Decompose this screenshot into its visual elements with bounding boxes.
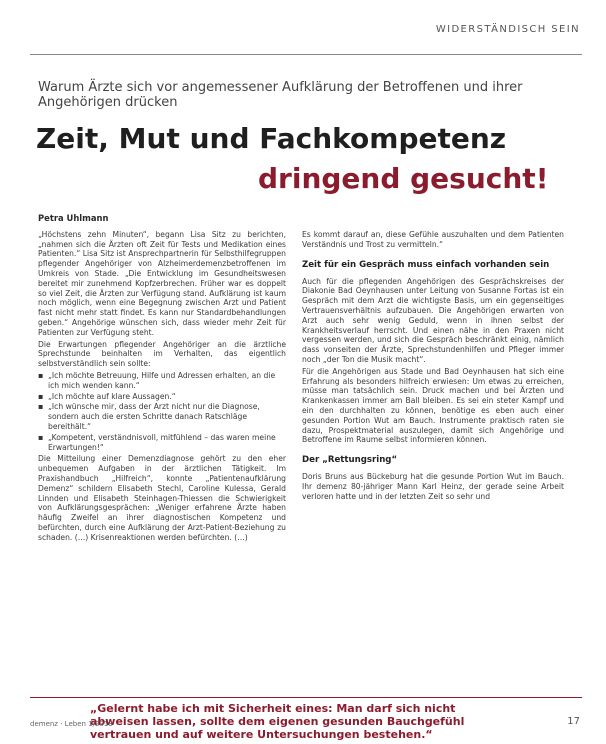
article-column-left <box>38 214 286 682</box>
list-item: ▪ „Ich wünsche mir, dass der Arzt nicht nur die Diagnose, sondern auch die ersten Schritte danach Ratschläge bereithält.“ <box>47 402 286 431</box>
headline-line-1: Zeit, Mut und Fachkompetenz <box>36 122 507 155</box>
pull-quote: „Gelernt habe ich mit Sicherheit eines: Man darf sich nicht abweisen lassen, sollte dem eigenen gesunden Bauchgefühl vertrauen und auf weitere Untersuchungen bestehen.“ <box>90 702 465 741</box>
paragraph: Es kommt darauf an, diese Gefühle auszuhalten und dem Patienten Verständnis und Trost zu vermitteln.“ <box>302 230 564 249</box>
subheading: Zeit für ein Gespräch muss einfach vorhanden sein <box>302 259 550 270</box>
page-number: 17 <box>567 716 580 727</box>
section-divider <box>30 54 582 55</box>
list-item: ▪ „Ich möchte Betreuung, Hilfe und Adressen erhalten, an die ich mich wenden kann.“ <box>47 371 286 391</box>
paragraph: Auch für die pflegenden Angehörigen des Gesprächskreises der Diakonie Bad Oeynhausen unter Leitung von Susanne Fortas ist ein Gespräch mit dem Arzt die wichtigste Basis, um ein gegenseitiges Vertrauensverhältnis aufzubauen. Die Angehörigen erwarten von Arzt auch sehr wenig Geduld, wenn in ihnen selbst der Krankheitsverlauf herrscht. Und einen nähe in den Praxen nicht vergessen werden, und sich die Gespräch beschränkt einig, nämlich dass vonseiten der Ärzte, Sprechstundenhilfen und Pfleger immer noch „der Ton die Musik macht“. <box>302 276 564 364</box>
publication-footer: demenz · Leben 1/2013 <box>30 720 113 728</box>
quote-divider <box>30 697 582 698</box>
section-label: WIDERSTÄNDISCH SEIN <box>435 24 580 35</box>
article-column-right <box>302 230 564 698</box>
paragraph: Doris Bruns aus Bückeburg hat die gesunde Portion Wut im Bauch. Ihr demenz 80-jähriger Mann Karl Heinz, der gerade seine Arbeit verloren hatte und in der letzten Zeit so sehr und <box>302 472 564 501</box>
paragraph: Die Erwartungen pflegender Angehöriger an die ärztliche Sprechstunde beinhalten im Verhalten, das eigentlich selbstverständlich sein sollte: <box>38 339 286 369</box>
paragraph: Die Mitteilung einer Demenzdiagnose gehört zu den eher unbequemen Aufgaben in der ärztlichen Tätigkeit. Im Praxishandbuch „Hilfreich“, konnte „Patientenaufklärung Demenz“ schildern Elisabeth Stechl, Caroline Kulessa, Gerald Linnden und Elisabeth Steinhagen-Thiessen die Schwierigkeit von Aufklärungsgesprächen: „Weniger erfahrene Ärzte haben häufig Zweifel an ihrer diagnostischen Kompetenz und befürchten, durch eine Aufklärung der Arzt-Patient-Beziehung zu schaden. (…) Krisenreaktionen werden befürchten. (…) <box>38 454 286 542</box>
paragraph: Für die Angehörigen aus Stade und Bad Oeynhausen hat sich eine Erfahrung als besonders hilfreich erwiesen: Um etwas zu erreichen, müsse man tatsächlich sein. Druck machen und bei Ärzten und Krankenkassen immer am Ball bleiben. Es sei ein steter Kampf und ein den durchhalten zu können, benötige es eben auch einer gesunden Portion Wut am Bauch. Instrumente praktisch raten sie dazu, Prospektmaterial auszulegen, damit sich Angehörige und Betroffene im Raume selbst informieren können. <box>302 366 564 445</box>
subheading: Der „Rettungsring“ <box>302 455 398 466</box>
headline-line-2: dringend gesucht! <box>258 162 549 195</box>
paragraph: „Höchstens zehn Minuten“, begann Lisa Sitz zu berichten, „nahmen sich die Ärzten oft Zeit für Tests und Medikation eines Patienten.“ Lisa Sitz ist Ansprechpartnerin für Selbsthilfegruppen pflegender Angehöriger von Alzheimerdemenzbetroffenen im Umkreis von Stade. „Die Entwicklung im Gesundheitswesen bereitet mir zunehmend Kopfzerbrechen. Früher war es doppelt so viel Zeit, die Ärzten zur Verfügung stand. Aufklärung ist kaum noch möglich, wenn eine Begegnung zwischen Arzt und Patient fast nicht mehr statt findet. Es kann nur Standardbehandlungen geben.“ Angehörige wünschen sich, dass wieder mehr Zeit für Patienten zur Verfügung steht. <box>38 229 286 337</box>
list-item: ▪ „Kompetent, verständnisvoll, mitfühlend – das waren meine Erwartungen!“ <box>47 433 286 453</box>
author-byline: Petra Uhlmann <box>38 214 109 223</box>
expectations-list <box>38 371 286 452</box>
list-item: ▪ „Ich möchte auf klare Aussagen.“ <box>47 392 286 402</box>
article-kicker: Warum Ärzte sich vor angemessener Aufklärung der Betroffenen und ihrer Angehörigen drücken <box>38 80 523 110</box>
